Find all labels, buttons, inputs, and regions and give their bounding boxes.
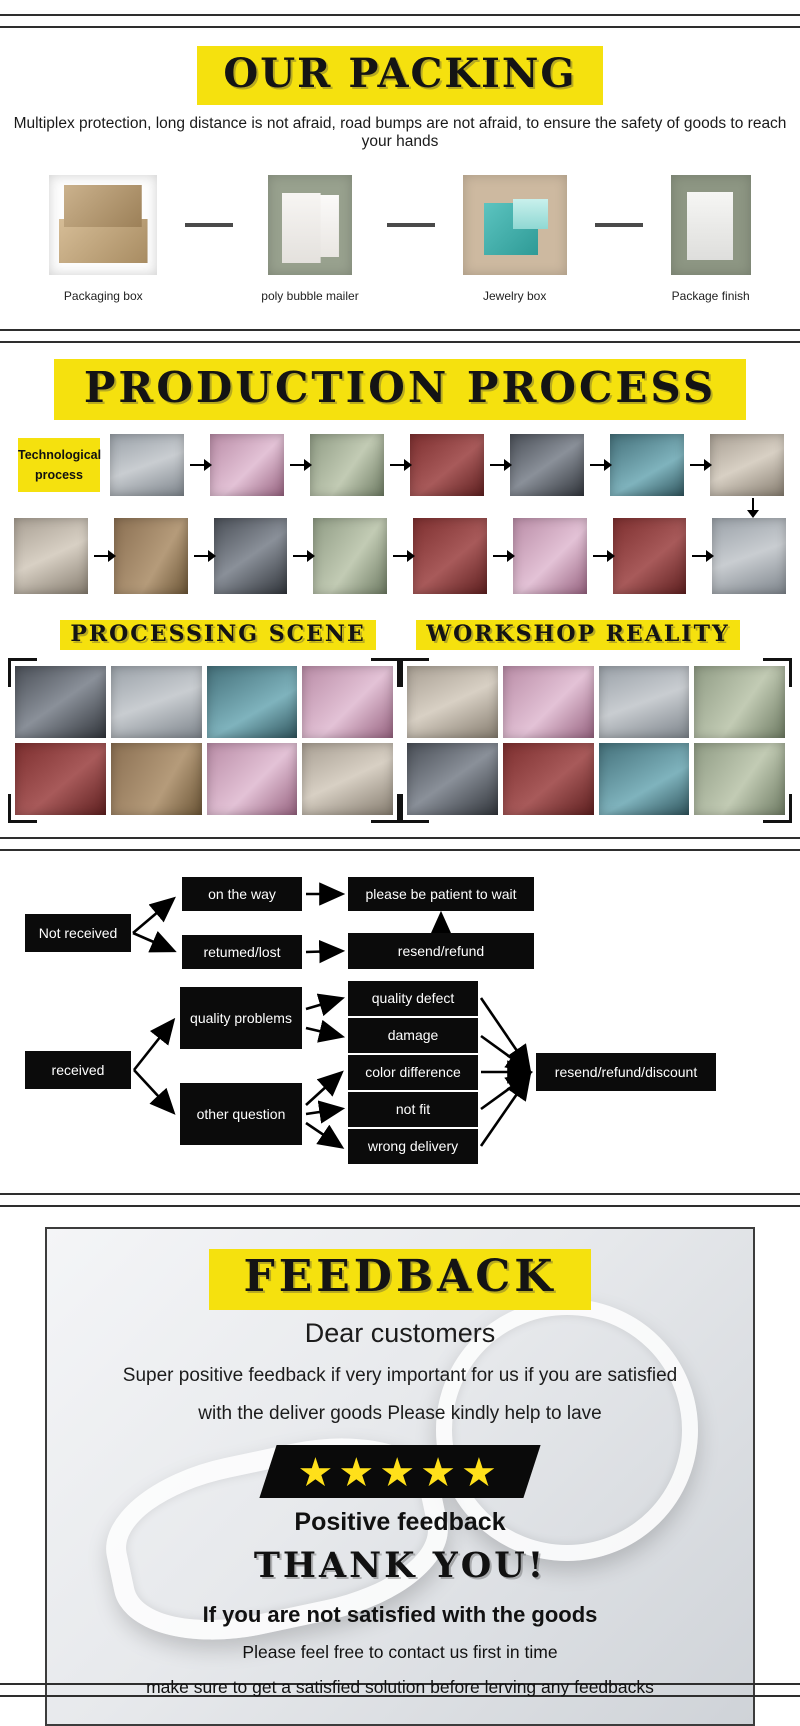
packing-item-label: poly bubble mailer [261, 289, 359, 303]
packing-item [463, 175, 567, 303]
flow-node-on-the-way: on the way [182, 877, 302, 911]
right-arrow-icon [490, 464, 504, 467]
dash-separator [595, 223, 643, 227]
star-icon: ★ [460, 1450, 502, 1496]
flow-node-quality-defect: quality defect [348, 981, 478, 1016]
flow-node-quality-problems: quality problems [180, 987, 302, 1049]
dash-separator [185, 223, 233, 227]
packing-item [261, 175, 358, 303]
process-photo [710, 434, 784, 496]
frame-corner-icon [8, 658, 37, 687]
production-section [0, 343, 800, 815]
process-row-2 [0, 518, 800, 594]
right-arrow-icon [390, 464, 404, 467]
workshop-reality-label: WORKSHOP REALITY [416, 620, 739, 650]
flow-node-returned-lost: retumed/lost [182, 935, 302, 969]
process-photo [712, 518, 786, 594]
workshop-photo [503, 743, 594, 815]
section-divider [0, 329, 800, 343]
after-sale-flowchart [0, 859, 800, 1177]
process-photo [14, 518, 88, 594]
feedback-panel [45, 1227, 755, 1726]
scene-photo [207, 743, 298, 815]
process-photo [513, 518, 587, 594]
process-photo [310, 434, 384, 496]
down-arrow-icon [752, 498, 755, 510]
flow-node-other-question: other question [180, 1083, 302, 1145]
contact-line-2: make sure to get a satisfied solution before lerving any feedbacks [146, 1677, 654, 1697]
packing-images-row [0, 175, 800, 303]
right-arrow-icon [290, 464, 304, 467]
frame-corner-icon [763, 658, 792, 687]
star-icon: ★ [379, 1450, 420, 1496]
flow-node-wrong-delivery: wrong delivery [348, 1129, 478, 1164]
packing-item [49, 175, 157, 303]
section-divider [0, 837, 800, 851]
process-rows [0, 434, 800, 594]
jewelry-box-photo [463, 175, 567, 275]
top-divider [0, 14, 800, 28]
process-row-1 [4, 434, 800, 496]
process-photo [410, 434, 484, 496]
workshop-photo [503, 666, 594, 738]
packing-section [0, 28, 800, 303]
package-finish-photo [671, 175, 751, 275]
process-photo [114, 518, 188, 594]
right-arrow-icon [593, 555, 607, 558]
workshop-photo [599, 666, 690, 738]
positive-feedback-label: Positive feedback [294, 1508, 506, 1536]
process-photo [214, 518, 288, 594]
flow-node-resend-refund-discount: resend/refund/discount [536, 1053, 716, 1091]
processing-scene-label: PROCESSING SCENE [60, 620, 375, 650]
feedback-greeting: Dear customers [304, 1318, 496, 1348]
technological-process-label: Technological process [18, 438, 100, 492]
right-arrow-icon [393, 555, 407, 558]
thank-you-label: THANK YOU! [253, 1545, 547, 1586]
right-arrow-icon [692, 555, 706, 558]
process-photo [613, 518, 687, 594]
star-icon: ★ [297, 1450, 339, 1496]
dash-separator [387, 223, 435, 227]
five-star-banner [259, 1445, 541, 1498]
frame-corner-icon [371, 794, 400, 823]
flow-node-not-fit: not fit [348, 1092, 478, 1127]
right-arrow-icon [590, 464, 604, 467]
bubble-mailer-photo [268, 175, 352, 275]
packing-title: OUR PACKING [197, 46, 602, 105]
star-row [297, 1450, 501, 1496]
flow-node-received: received [25, 1051, 131, 1089]
packing-item-label: Packaging box [63, 289, 143, 303]
right-arrow-icon [493, 555, 507, 558]
right-arrow-icon [293, 555, 307, 558]
frame-corner-icon [400, 658, 429, 687]
frame-corner-icon [8, 794, 37, 823]
right-arrow-icon [194, 555, 208, 558]
processing-scene-grid [15, 666, 393, 815]
right-arrow-icon [190, 464, 204, 467]
flow-node-damage: damage [348, 1018, 478, 1053]
feedback-line-1: Super positive feedback if very important for us if you are satisfied [122, 1365, 678, 1386]
frame-corner-icon [400, 794, 429, 823]
process-photo [510, 434, 584, 496]
frame-corner-icon [371, 658, 400, 687]
packing-subtitle: Multiplex protection, long distance is not afraid, road bumps are not afraid, to ensure the safety of goods to reach your hands [13, 115, 787, 150]
star-icon: ★ [338, 1450, 380, 1496]
right-arrow-icon [94, 555, 108, 558]
not-satisfied-label: If you are not satisfied with the goods [202, 1602, 598, 1627]
flow-node-patient: please be patient to wait [348, 877, 534, 911]
scene-photo [111, 743, 202, 815]
packing-item [671, 175, 751, 303]
frame-corner-icon [763, 794, 792, 823]
photo-grids [0, 666, 800, 815]
contact-line-1: Please feel free to contact us first in time [242, 1642, 558, 1662]
packing-item-label: Jewelry box [483, 289, 547, 303]
flow-node-not-received: Not received [25, 914, 131, 952]
feedback-line-2: with the deliver goods Please kindly help to lave [198, 1403, 602, 1424]
feedback-title: FEEDBACK [209, 1249, 590, 1310]
scene-photo [207, 666, 298, 738]
packaging-box-photo [49, 175, 157, 275]
process-photo [313, 518, 387, 594]
scene-photo [111, 666, 202, 738]
star-icon: ★ [419, 1450, 461, 1496]
process-photo [610, 434, 684, 496]
flow-node-resend-refund: resend/refund [348, 933, 534, 969]
process-photo [110, 434, 184, 496]
process-photo [413, 518, 487, 594]
section-divider [0, 1193, 800, 1207]
process-photo [210, 434, 284, 496]
workshop-reality-grid [407, 666, 785, 815]
packing-item-label: Package finish [671, 289, 750, 303]
scene-labels-row [0, 620, 800, 650]
production-title: PRODUCTION PROCESS [54, 359, 746, 420]
feedback-content [47, 1249, 753, 1698]
flow-node-color-difference: color difference [348, 1055, 478, 1090]
workshop-photo [599, 743, 690, 815]
right-arrow-icon [690, 464, 704, 467]
